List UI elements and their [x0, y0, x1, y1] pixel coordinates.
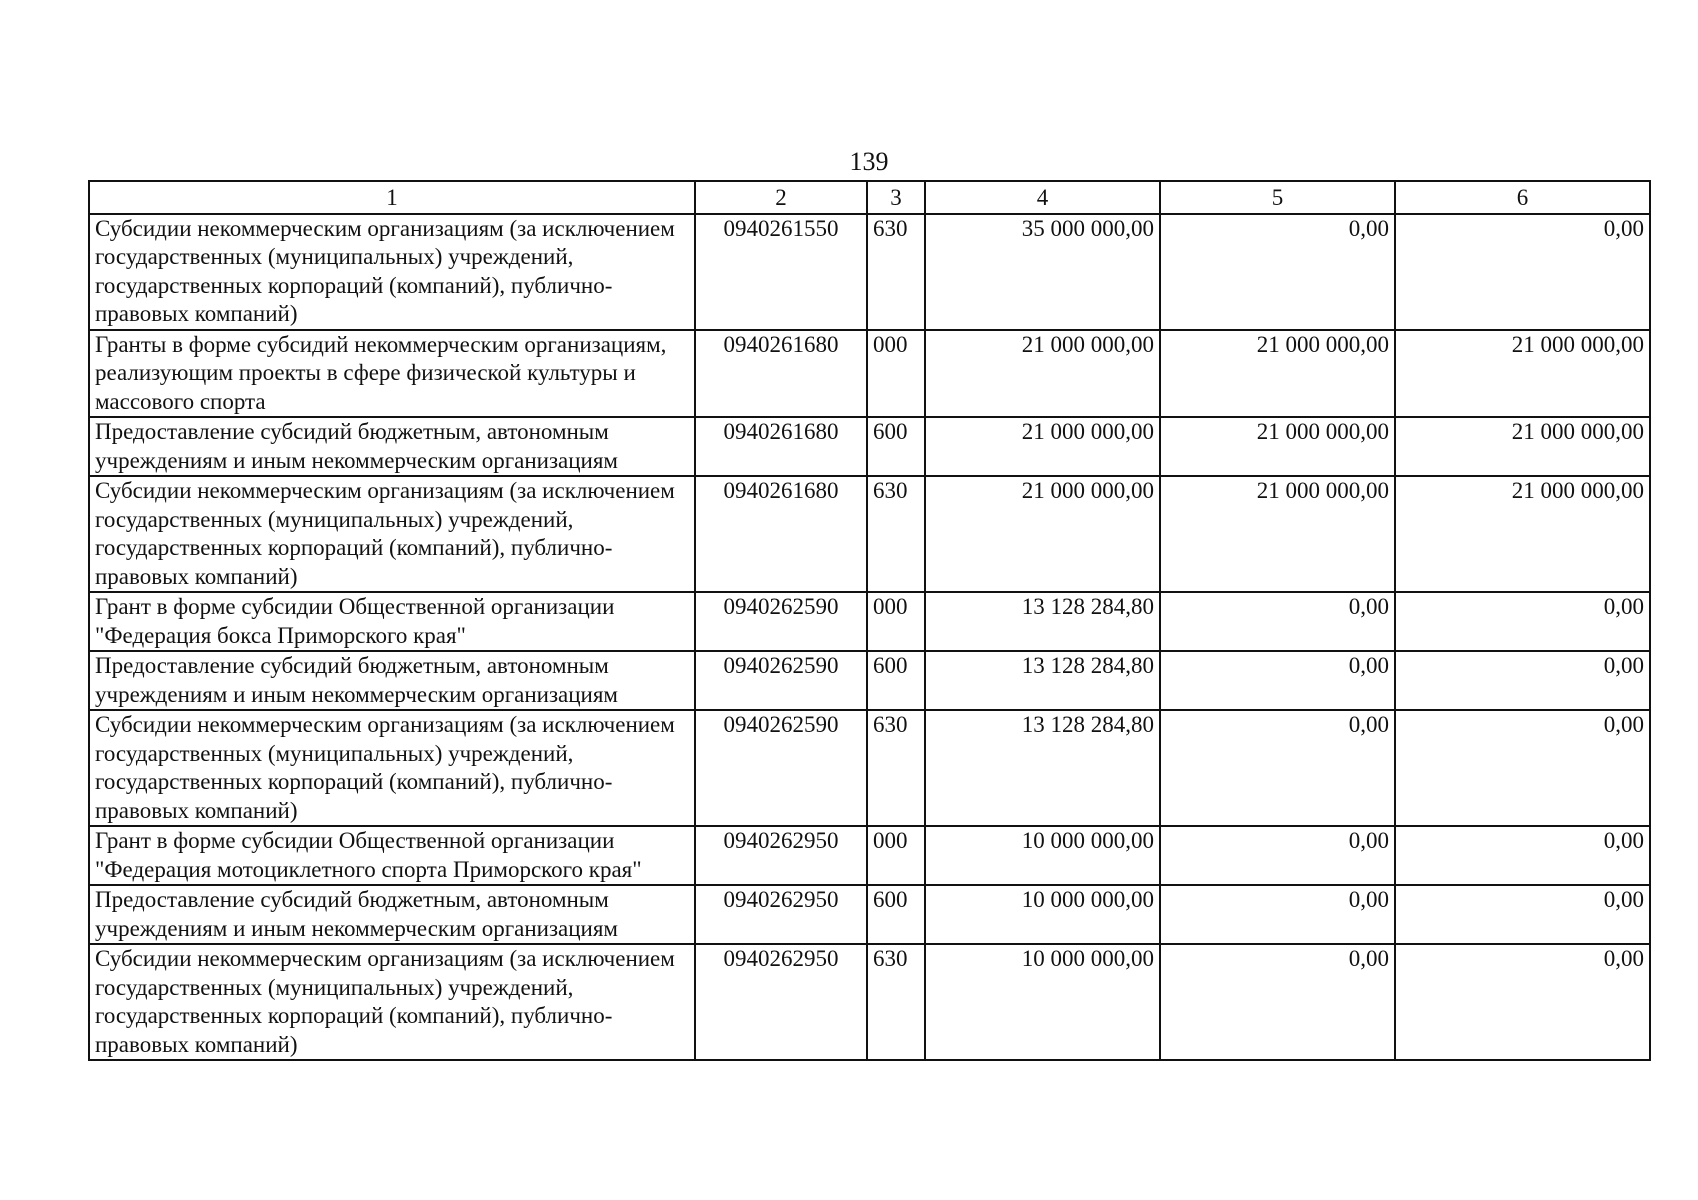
table-row: [89, 476, 1650, 592]
table-row: [89, 651, 1650, 710]
expense-type-code: 000: [867, 592, 925, 651]
amount-col-4: 21 000 000,00: [925, 476, 1160, 592]
table-header: [89, 181, 1650, 214]
expense-name: Грант в форме субсидии Общественной организации "Федерация бокса Приморского края": [89, 592, 695, 651]
table-row: [89, 885, 1650, 944]
amount-col-4: 13 128 284,80: [925, 710, 1160, 826]
amount-col-6: 21 000 000,00: [1395, 417, 1650, 476]
amount-col-4: 21 000 000,00: [925, 330, 1160, 418]
amount-col-4: 10 000 000,00: [925, 826, 1160, 885]
target-article-code: 0940262950: [695, 944, 867, 1060]
expense-name: Гранты в форме субсидий некоммерческим организациям, реализующим проекты в сфере физической культуры и массового спорта: [89, 330, 695, 418]
amount-col-4: 21 000 000,00: [925, 417, 1160, 476]
expense-type-code: 600: [867, 417, 925, 476]
amount-col-5: 0,00: [1160, 651, 1395, 710]
expense-type-code: 630: [867, 476, 925, 592]
amount-col-6: 0,00: [1395, 944, 1650, 1060]
amount-col-5: 21 000 000,00: [1160, 476, 1395, 592]
amount-col-4: 13 128 284,80: [925, 651, 1160, 710]
expense-name: Грант в форме субсидии Общественной организации "Федерация мотоциклетного спорта Приморского края": [89, 826, 695, 885]
amount-col-6: 0,00: [1395, 214, 1650, 330]
amount-col-4: 13 128 284,80: [925, 592, 1160, 651]
target-article-code: 0940262590: [695, 710, 867, 826]
column-header-2: 2: [695, 181, 867, 214]
amount-col-5: 0,00: [1160, 710, 1395, 826]
column-header-3: 3: [867, 181, 925, 214]
target-article-code: 0940262950: [695, 826, 867, 885]
target-article-code: 0940261550: [695, 214, 867, 330]
expense-name: Субсидии некоммерческим организациям (за исключением государственных (муниципальных) учреждений, государственных корпораций (компаний), публично-правовых компаний): [89, 476, 695, 592]
column-header-1: 1: [89, 181, 695, 214]
amount-col-4: 10 000 000,00: [925, 885, 1160, 944]
amount-col-6: 21 000 000,00: [1395, 476, 1650, 592]
expense-type-code: 630: [867, 944, 925, 1060]
table-body: [89, 214, 1650, 1061]
target-article-code: 0940261680: [695, 417, 867, 476]
amount-col-6: 0,00: [1395, 885, 1650, 944]
amount-col-5: 21 000 000,00: [1160, 417, 1395, 476]
expense-name: Субсидии некоммерческим организациям (за исключением государственных (муниципальных) учреждений, государственных корпораций (компаний), публично-правовых компаний): [89, 944, 695, 1060]
target-article-code: 0940262590: [695, 592, 867, 651]
table-row: [89, 214, 1650, 330]
expense-type-code: 000: [867, 826, 925, 885]
expense-name: Предоставление субсидий бюджетным, автономным учреждениям и иным некоммерческим организациям: [89, 651, 695, 710]
column-header-4: 4: [925, 181, 1160, 214]
amount-col-5: 21 000 000,00: [1160, 330, 1395, 418]
column-number-row: [89, 181, 1650, 214]
amount-col-4: 35 000 000,00: [925, 214, 1160, 330]
expense-name: Предоставление субсидий бюджетным, автономным учреждениям и иным некоммерческим организациям: [89, 885, 695, 944]
expense-type-code: 000: [867, 330, 925, 418]
amount-col-5: 0,00: [1160, 214, 1395, 330]
target-article-code: 0940262950: [695, 885, 867, 944]
target-article-code: 0940261680: [695, 476, 867, 592]
expense-type-code: 630: [867, 710, 925, 826]
amount-col-5: 0,00: [1160, 885, 1395, 944]
column-header-6: 6: [1395, 181, 1650, 214]
expense-name: Субсидии некоммерческим организациям (за исключением государственных (муниципальных) учреждений, государственных корпораций (компаний), публично-правовых компаний): [89, 214, 695, 330]
table-row: [89, 710, 1650, 826]
amount-col-6: 0,00: [1395, 651, 1650, 710]
expense-name: Предоставление субсидий бюджетным, автономным учреждениям и иным некоммерческим организациям: [89, 417, 695, 476]
target-article-code: 0940261680: [695, 330, 867, 418]
table-row: [89, 826, 1650, 885]
expense-type-code: 600: [867, 651, 925, 710]
amount-col-4: 10 000 000,00: [925, 944, 1160, 1060]
table-row: [89, 330, 1650, 418]
amount-col-5: 0,00: [1160, 592, 1395, 651]
column-header-5: 5: [1160, 181, 1395, 214]
amount-col-5: 0,00: [1160, 826, 1395, 885]
expense-name: Субсидии некоммерческим организациям (за исключением государственных (муниципальных) учреждений, государственных корпораций (компаний), публично-правовых компаний): [89, 710, 695, 826]
budget-table: [88, 180, 1651, 1061]
amount-col-6: 21 000 000,00: [1395, 330, 1650, 418]
amount-col-6: 0,00: [1395, 826, 1650, 885]
table-row: [89, 417, 1650, 476]
amount-col-6: 0,00: [1395, 592, 1650, 651]
amount-col-6: 0,00: [1395, 710, 1650, 826]
target-article-code: 0940262590: [695, 651, 867, 710]
expense-type-code: 630: [867, 214, 925, 330]
expense-type-code: 600: [867, 885, 925, 944]
table-row: [89, 944, 1650, 1060]
table-row: [89, 592, 1650, 651]
amount-col-5: 0,00: [1160, 944, 1395, 1060]
page-number: 139: [849, 147, 889, 176]
